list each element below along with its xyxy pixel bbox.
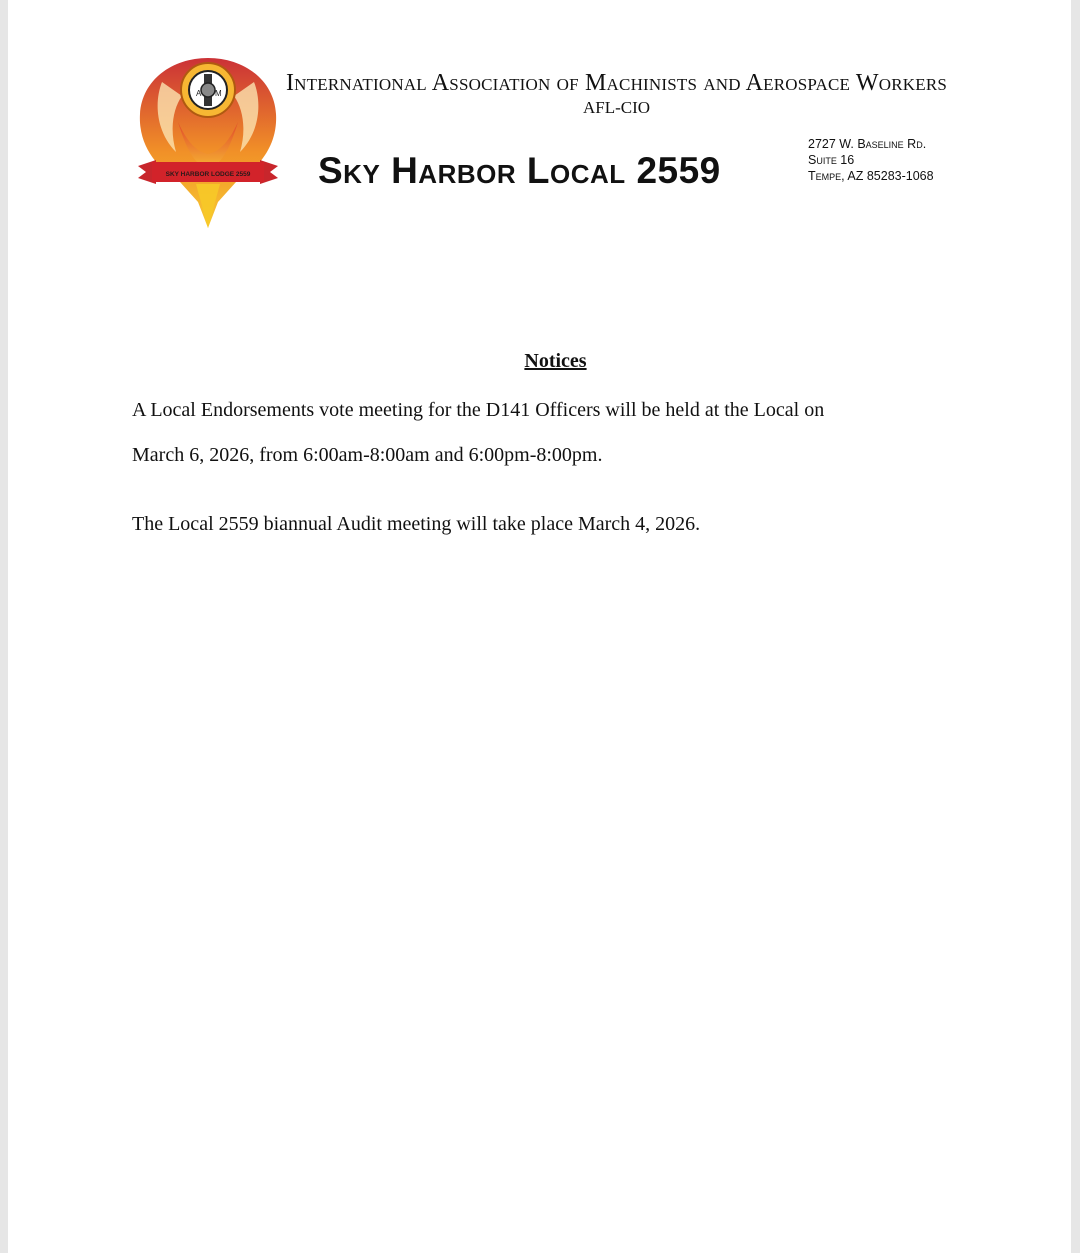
svg-text:SKY HARBOR LODGE 2559: SKY HARBOR LODGE 2559 bbox=[165, 171, 251, 178]
organization-name: International Association of Machinists and Aerospace Workers bbox=[285, 70, 948, 96]
address-line-1: 2727 W. Baseline Rd. bbox=[808, 137, 927, 151]
document-page bbox=[8, 0, 1071, 1253]
svg-text:M: M bbox=[215, 89, 222, 98]
notice-1-line-1: A Local Endorsements vote meeting for the D141 Officers will be held at the Local on bbox=[132, 399, 825, 421]
affiliation: AFL-CIO bbox=[582, 98, 651, 117]
notices-heading: Notices bbox=[524, 350, 587, 372]
address-line-2: Suite 16 bbox=[808, 153, 855, 167]
notice-1-line-2: March 6, 2026, from 6:00am-8:00am and 6:00pm-8:00pm. bbox=[132, 444, 603, 466]
address-block bbox=[808, 136, 934, 184]
address-line-3: Tempe, AZ 85283-1068 bbox=[808, 169, 934, 183]
local-title: Sky Harbor Local 2559 bbox=[318, 150, 721, 191]
notice-2: The Local 2559 biannual Audit meeting will take place March 4, 2026. bbox=[132, 513, 701, 535]
svg-text:A: A bbox=[196, 89, 202, 98]
